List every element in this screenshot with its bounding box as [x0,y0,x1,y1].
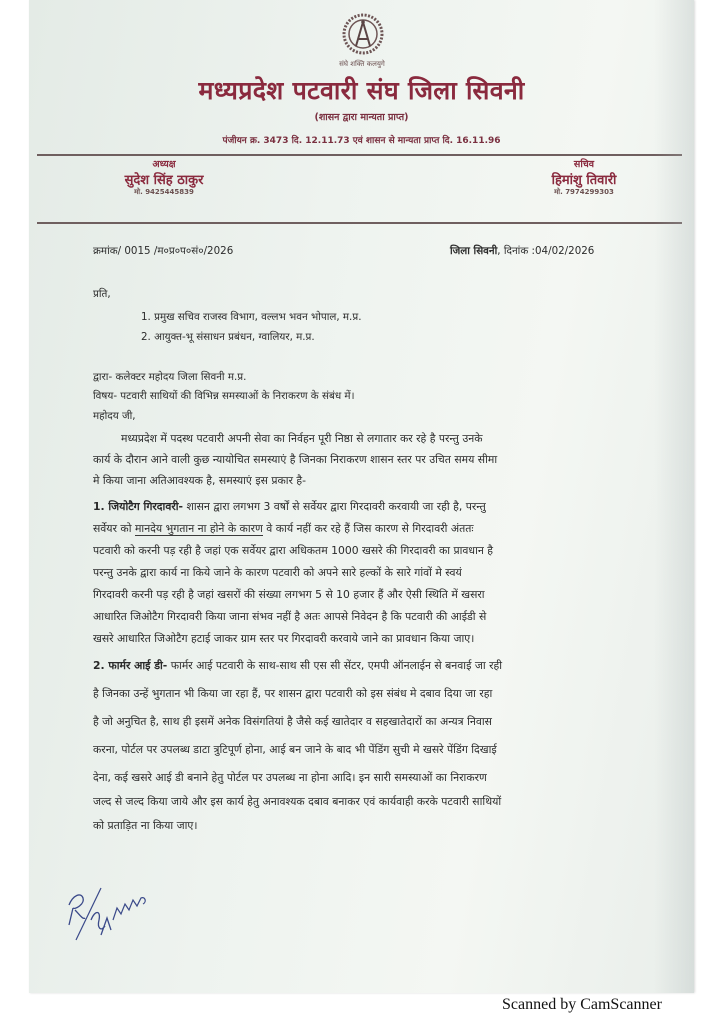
secretary-phone: मो. 7974299303 [554,188,614,196]
point-2-text: फार्मर आई पटवारी के साथ-साथ सी एस सी सेंटर, एमपी ऑनलाईन से बनवाई जा रही [167,659,503,672]
point-2-line: है जो अनुचित है, साथ ही इसमें अनेक विसंगतियां है जैसे कई खातेदार व सहखातेदारों का अन्यत्र निवास [93,715,492,728]
point-1-heading: 1. जियोटैग गिरदावरी- [93,500,184,513]
intro-line: मध्यप्रदेश में पदस्थ पटवारी अपनी सेवा का निर्वहन पूरी निष्ठा से लगातार कर रहे है परन्तु उनके [121,432,483,445]
intro-line: कार्य के दौरान आने वाली कुछ न्यायोचित समस्याएं है जिनका निराकरण शासन स्तर पर उचित समय सीमा [93,453,498,466]
recipient-2: 2. आयुक्त-भू संसाधन प्रबंधन, ग्वालियर, म.प्र. [141,331,315,343]
secretary-title: सचिव [573,159,595,170]
underlined-text: मानदेय भुगतान ना होने के कारण [134,522,263,535]
point-2-heading: 2. फार्मर आई डी- [93,659,168,672]
point-2-line: को प्रताड़ित ना किया जाए। [93,819,198,832]
point-1-first-line [93,499,486,514]
president-title: अध्यक्ष [152,159,176,170]
date: , दिनांक :04/02/2026 [497,245,595,257]
to-label: प्रति, [93,288,111,300]
place: जिला सिवनी [450,245,498,257]
point-1-line: खसरे आधारित जिओटैग हटाई जाकर ग्राम स्तर पर गिरदावरी करवाये जाने का प्रावधान किया जाए। [93,632,475,645]
point-1-second-line [93,521,474,536]
salutation: महोदय जी, [93,410,136,422]
intro-line: मे किया जाना अतिआवश्यक है, समस्याएं इस प्रकार है- [93,474,307,487]
organization-name: मध्यप्रदेश पटवारी संघ जिला सिवनी [198,76,525,105]
point-1-line: परन्तु उनके द्वारा कार्य ना किये जाने के कारण पटवारी को अपने सारे हल्कों के सारे गांवों मे स्वयं [93,566,462,579]
secretary-name: हिमांशु तिवारी [551,173,617,188]
motto: संघे शक्ति कलयुगे [339,60,385,68]
letterhead-bottom-rule [37,222,682,224]
point-2-line: करना, पोर्टल पर उपलब्ध डाटा त्रुटिपूर्ण होना, आई बन जाने के बाद भी पेंडिंग सुची मे खसरे पेंडिंग दिखाई [93,743,497,756]
president-phone: मो. 9425445839 [134,188,194,196]
point-1-text: शासन द्वारा लगभग 3 वर्षों से सर्वेयर द्वारा गिरदावरी करवायी जा रही है, परन्तु [183,500,486,513]
point-2-line: है जिनका उन्हें भुगतान भी किया जा रहा हैं, पर शासन द्वारा पटवारी को इस संबंध मे दबाव दिया जा रहा [93,687,493,700]
point-1-text: वे कार्य नहीं कर रहे हैं जिस कारण से गिरदावरी अंततः [262,522,474,535]
point-2-line: देना, कई खसरे आई डी बनाने हेतु पोर्टल पर उपलब्ध ना होना आदि। इन सारी समस्याओं का निराकरण [93,771,487,784]
scanned-letter-page [29,0,694,993]
point-1-line: आधारित जिओटैग गिरदावरी किया जाना संभव नहीं है अतः आपसे निवेदन है कि पटवारी की आईडी से [93,610,487,623]
compass-seal-icon [341,12,385,60]
president-block [89,157,239,197]
point-1-text: सर्वेयर को [93,522,135,535]
reference-number: क्रमांक/ 0015 /म०प्र०प०सं०/2026 [93,245,234,257]
point-1-line: गिरदावरी करनी पड़ रही है जहां खसरों की संख्या लगभग 5 से 10 हजार हैं और ऐसी स्थिति में खसरा [93,588,485,601]
secretary-block [509,157,659,197]
recognition-note: (शासन द्वारा मान्यता प्राप्त) [314,112,409,123]
subject-line: विषय- पटवारी साथियों की विभिन्न समस्याओं के निराकरण के संबंध में। [93,390,355,402]
registration-line: पंजीयन क्र. 3473 दि. 12.11.73 एवं शासन से मान्यता प्राप्त दि. 16.11.96 [222,136,501,146]
letterhead-top-rule [37,154,682,156]
handwritten-signature [61,880,171,960]
through-line: द्वारा- कलेक्टर महोदय जिला सिवनी म.प्र. [93,371,247,383]
point-2-first-line [93,658,502,673]
president-name: सुदेश सिंह ठाकुर [124,173,204,188]
point-1-line: पटवारी को करनी पड़ रही है जहां एक सर्वेयर द्वारा अधिकतम 1000 खसरे की गिरदावरी का प्रावधान है [93,544,494,557]
place-date [450,244,594,258]
point-2-line: जल्द से जल्द किया जाये और इस कार्य हेतु अनावश्यक दबाव बनाकर एवं कार्यवाही करके पटवारी साथियों [93,795,502,808]
recipient-1: 1. प्रमुख सचिव राजस्व विभाग, वल्लभ भवन भोपाल, म.प्र. [141,311,362,323]
camscanner-watermark: Scanned by CamScanner [502,996,662,1013]
